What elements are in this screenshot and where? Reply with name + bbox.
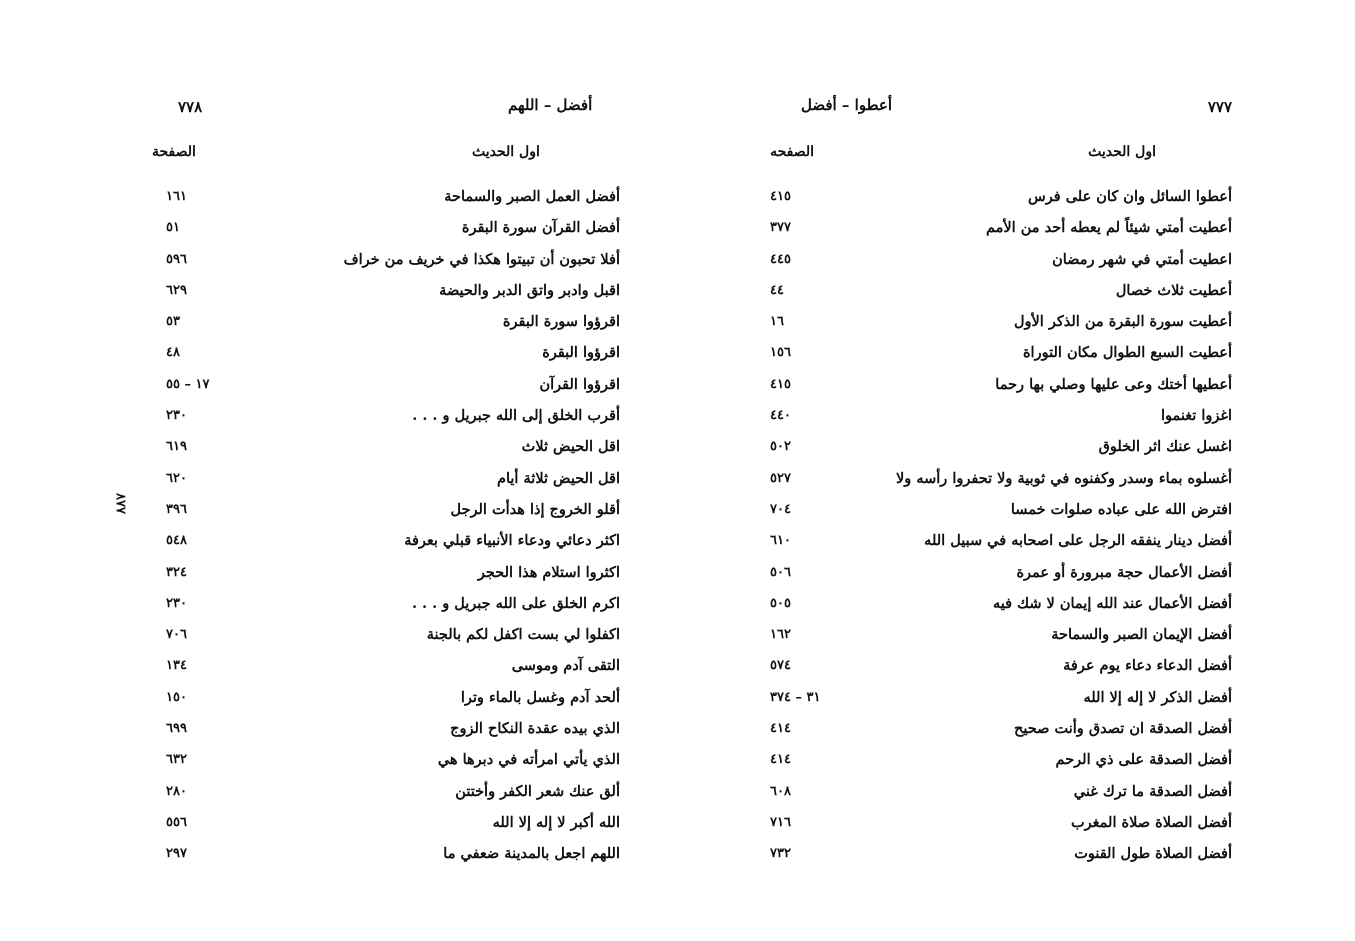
index-row — [700, 687, 1260, 718]
hadith-start: أفضل الصدقة ما ترك غني — [1073, 782, 1232, 800]
index-row — [140, 280, 660, 311]
index-row — [700, 562, 1260, 593]
page-ref: ٣١ – ٣٧٤ — [770, 689, 821, 705]
right-col-page-header: الصفحه — [770, 144, 814, 160]
left-column-headers — [140, 144, 660, 168]
page-ref: ٥٧٤ — [770, 658, 791, 674]
right-page-range: أعطوا – أفضل — [801, 96, 892, 114]
index-row — [140, 249, 660, 280]
page-ref: ٤٤٥ — [770, 251, 791, 267]
page-ref: ٥٠٦ — [770, 564, 791, 580]
index-row — [140, 624, 660, 655]
index-row — [700, 405, 1260, 436]
hadith-start: الذي يأتي امرأته في دبرها هي — [437, 751, 620, 769]
page-ref: ٢٨٠ — [166, 783, 187, 799]
left-col-page-header: الصفحة — [152, 144, 196, 160]
index-row — [700, 249, 1260, 280]
page-ref: ١٦١ — [166, 189, 187, 204]
right-page-header — [700, 96, 1260, 122]
index-row — [700, 499, 1260, 530]
page-ref: ٧٠٤ — [770, 501, 791, 517]
hadith-start: ألحد آدم وغسل بالماء وترا — [460, 688, 620, 706]
left-index-list — [140, 186, 660, 875]
page-ref: ٤١٤ — [770, 721, 791, 737]
hadith-start: اقرؤوا البقرة — [542, 344, 620, 362]
left-page-range: أفضل – اللهم — [508, 96, 593, 114]
page-ref: ٥١ — [166, 220, 180, 236]
hadith-start: أفضل دينار ينفقه الرجل على اصحابه في سبيل الله — [924, 532, 1232, 550]
page-ref: ٦٢٠ — [166, 470, 187, 486]
index-row — [140, 718, 660, 749]
left-page — [140, 0, 660, 941]
page-ref: ٤٤ — [770, 282, 784, 298]
page-ref: ٦٠٨ — [770, 783, 791, 799]
page-ref: ٧٣٢ — [770, 846, 791, 862]
page-ref: ٦٢٩ — [166, 282, 187, 298]
page-ref: ٢٩٧ — [166, 846, 187, 862]
index-row — [700, 593, 1260, 624]
hadith-start: أفضل القرآن سورة البقرة — [461, 219, 620, 237]
hadith-start: اقرؤوا سورة البقرة — [502, 313, 620, 331]
hadith-start: اعطيت أمتي في شهر رمضان — [1052, 250, 1232, 268]
hadith-start: أعطيها أختك وعى عليها وصلي بها رحما — [995, 375, 1232, 393]
index-row — [140, 468, 660, 499]
page-ref: ٥٤٨ — [166, 533, 187, 549]
index-row — [140, 843, 660, 874]
margin-page-number: ٨٨٧ — [113, 493, 129, 514]
page-ref: ٤١٥ — [770, 189, 791, 204]
page-ref: ٣٩٦ — [166, 501, 187, 517]
page-ref: ١٦٢ — [770, 627, 791, 643]
index-row — [700, 843, 1260, 874]
hadith-start: اغسل عنك اثر الخلوق — [1098, 438, 1232, 456]
hadith-start: أقرب الخلق إلى الله جبريل و . . . — [412, 407, 620, 425]
hadith-start: الله أكبر لا إله إلا الله — [492, 813, 620, 831]
hadith-start: أفضل الدعاء دعاء يوم عرفة — [1063, 657, 1232, 675]
page-ref: ٦٩٩ — [166, 721, 187, 737]
index-row — [140, 217, 660, 248]
hadith-start: أعطيت سورة البقرة من الذكر الأول — [1013, 313, 1232, 331]
hadith-start: أفضل الإيمان الصبر والسماحة — [1051, 626, 1232, 644]
page-ref: ٥٩٦ — [166, 251, 187, 267]
index-row — [700, 342, 1260, 373]
hadith-start: أفضل الذكر لا إله إلا الله — [1083, 688, 1232, 706]
page-ref: ٥٢٧ — [770, 470, 791, 486]
index-row — [140, 749, 660, 780]
hadith-start: أعطيت أمتي شيئاً لم يعطه أحد من الأمم — [986, 219, 1232, 237]
hadith-start: أفضل الأعمال حجة مبرورة أو عمرة — [1016, 563, 1232, 581]
page-ref: ٥٥٦ — [166, 814, 187, 830]
page-ref: ٦٣٢ — [166, 752, 187, 768]
page-ref: ١٥٠ — [166, 689, 187, 705]
hadith-start: اقبل وادبر واتق الدبر والحيضة — [439, 281, 620, 299]
page-ref: ٣٧٧ — [770, 220, 791, 236]
page-ref: ٣٢٤ — [166, 564, 187, 580]
hadith-start: اغزوا تغنموا — [1161, 407, 1232, 425]
index-row — [140, 342, 660, 373]
left-page-header — [140, 96, 660, 122]
hadith-start: اللهم اجعل بالمدينة ضعفي ما — [443, 845, 620, 863]
right-col-first-header: اول الحديث — [1088, 144, 1156, 160]
hadith-start: أعطوا السائل وان كان على فرس — [1028, 188, 1232, 205]
index-row — [140, 311, 660, 342]
page-ref: ٥٠٥ — [770, 595, 791, 611]
index-row — [140, 593, 660, 624]
page-ref: ٢٣٠ — [166, 595, 187, 611]
index-row — [700, 217, 1260, 248]
index-row — [140, 530, 660, 561]
index-row — [700, 280, 1260, 311]
index-row — [700, 374, 1260, 405]
right-index-list — [700, 186, 1260, 875]
hadith-start: أعطيت ثلاث خصال — [1115, 281, 1232, 299]
index-row — [140, 186, 660, 217]
hadith-start: أفضل الصلاة طول القنوت — [1074, 845, 1232, 863]
index-row — [140, 812, 660, 843]
index-row — [700, 749, 1260, 780]
left-page-number: ٧٧٨ — [178, 98, 203, 116]
left-col-first-header: اول الحديث — [472, 144, 540, 160]
index-row — [140, 781, 660, 812]
hadith-start: التقى آدم وموسى — [511, 657, 620, 675]
index-row — [140, 499, 660, 530]
page-ref: ٥٣ — [166, 314, 180, 330]
right-page — [700, 0, 1260, 941]
index-row — [700, 186, 1260, 217]
index-row — [700, 781, 1260, 812]
hadith-start: الذي بيده عقدة النكاح الزوج — [450, 720, 620, 738]
page-ref: ٤١٤ — [770, 752, 791, 768]
page-ref: ١٧ – ٥٥ — [166, 376, 210, 392]
page-ref: ٥٠٢ — [770, 439, 791, 455]
hadith-start: أفضل العمل الصبر والسماحة — [444, 188, 620, 205]
hadith-start: أفضل الصلاة صلاة المغرب — [1071, 813, 1232, 831]
hadith-start: اكفلوا لي بست اكفل لكم بالجنة — [426, 626, 620, 644]
index-row — [140, 436, 660, 467]
page-ref: ٧٠٦ — [166, 627, 187, 643]
hadith-start: أقلو الخروج إذا هدأت الرجل — [450, 500, 620, 518]
page-ref: ٢٣٠ — [166, 408, 187, 424]
right-column-headers — [700, 144, 1260, 168]
index-row — [140, 655, 660, 686]
index-row — [140, 687, 660, 718]
page-ref: ٦١٠ — [770, 533, 791, 549]
index-row — [700, 812, 1260, 843]
hadith-start: أفلا تحبون أن تبيتوا هكذا في خريف من خراف — [343, 250, 620, 268]
page-ref: ١٦ — [770, 314, 784, 330]
index-row — [700, 311, 1260, 342]
page-ref: ١٣٤ — [166, 658, 187, 674]
page-ref: ٤١٥ — [770, 376, 791, 392]
hadith-start: افترض الله على عباده صلوات خمسا — [1010, 500, 1232, 518]
page-ref: ٦١٩ — [166, 439, 187, 455]
index-row — [140, 374, 660, 405]
hadith-start: أفضل الصدقة ان تصدق وأنت صحيح — [1014, 720, 1232, 738]
page-ref: ٤٨ — [166, 345, 180, 361]
right-page-number: ٧٧٧ — [1207, 98, 1232, 116]
hadith-start: اقل الحيض ثلاث — [521, 438, 620, 456]
hadith-start: أعطيت السبع الطوال مكان التوراة — [1022, 344, 1232, 362]
index-row — [700, 468, 1260, 499]
index-row — [140, 562, 660, 593]
hadith-start: اقل الحيض ثلاثة أيام — [497, 469, 620, 487]
page-ref: ٤٤٠ — [770, 408, 791, 424]
hadith-start: اكثر دعائي ودعاء الأنبياء قبلي بعرفة — [404, 532, 620, 550]
index-row — [140, 405, 660, 436]
page-ref: ١٥٦ — [770, 345, 791, 361]
hadith-start: اقرؤوا القرآن — [539, 375, 620, 393]
hadith-start: اكرم الخلق على الله جبريل و . . . — [411, 594, 620, 612]
hadith-start: أغسلوه بماء وسدر وكفنوه في ثوبية ولا تحفروا رأسه ولا — [896, 469, 1232, 487]
index-row — [700, 624, 1260, 655]
hadith-start: أفضل الصدقة على ذي الرحم — [1055, 751, 1232, 769]
hadith-start: ألق عنك شعر الكفر وأختتن — [455, 782, 620, 800]
index-row — [700, 655, 1260, 686]
index-row — [700, 530, 1260, 561]
index-row — [700, 436, 1260, 467]
hadith-start: أفضل الأعمال عند الله إيمان لا شك فيه — [992, 594, 1232, 612]
hadith-start: اكثروا استلام هذا الحجر — [477, 563, 620, 581]
page-ref: ٧١٦ — [770, 814, 791, 830]
index-row — [700, 718, 1260, 749]
